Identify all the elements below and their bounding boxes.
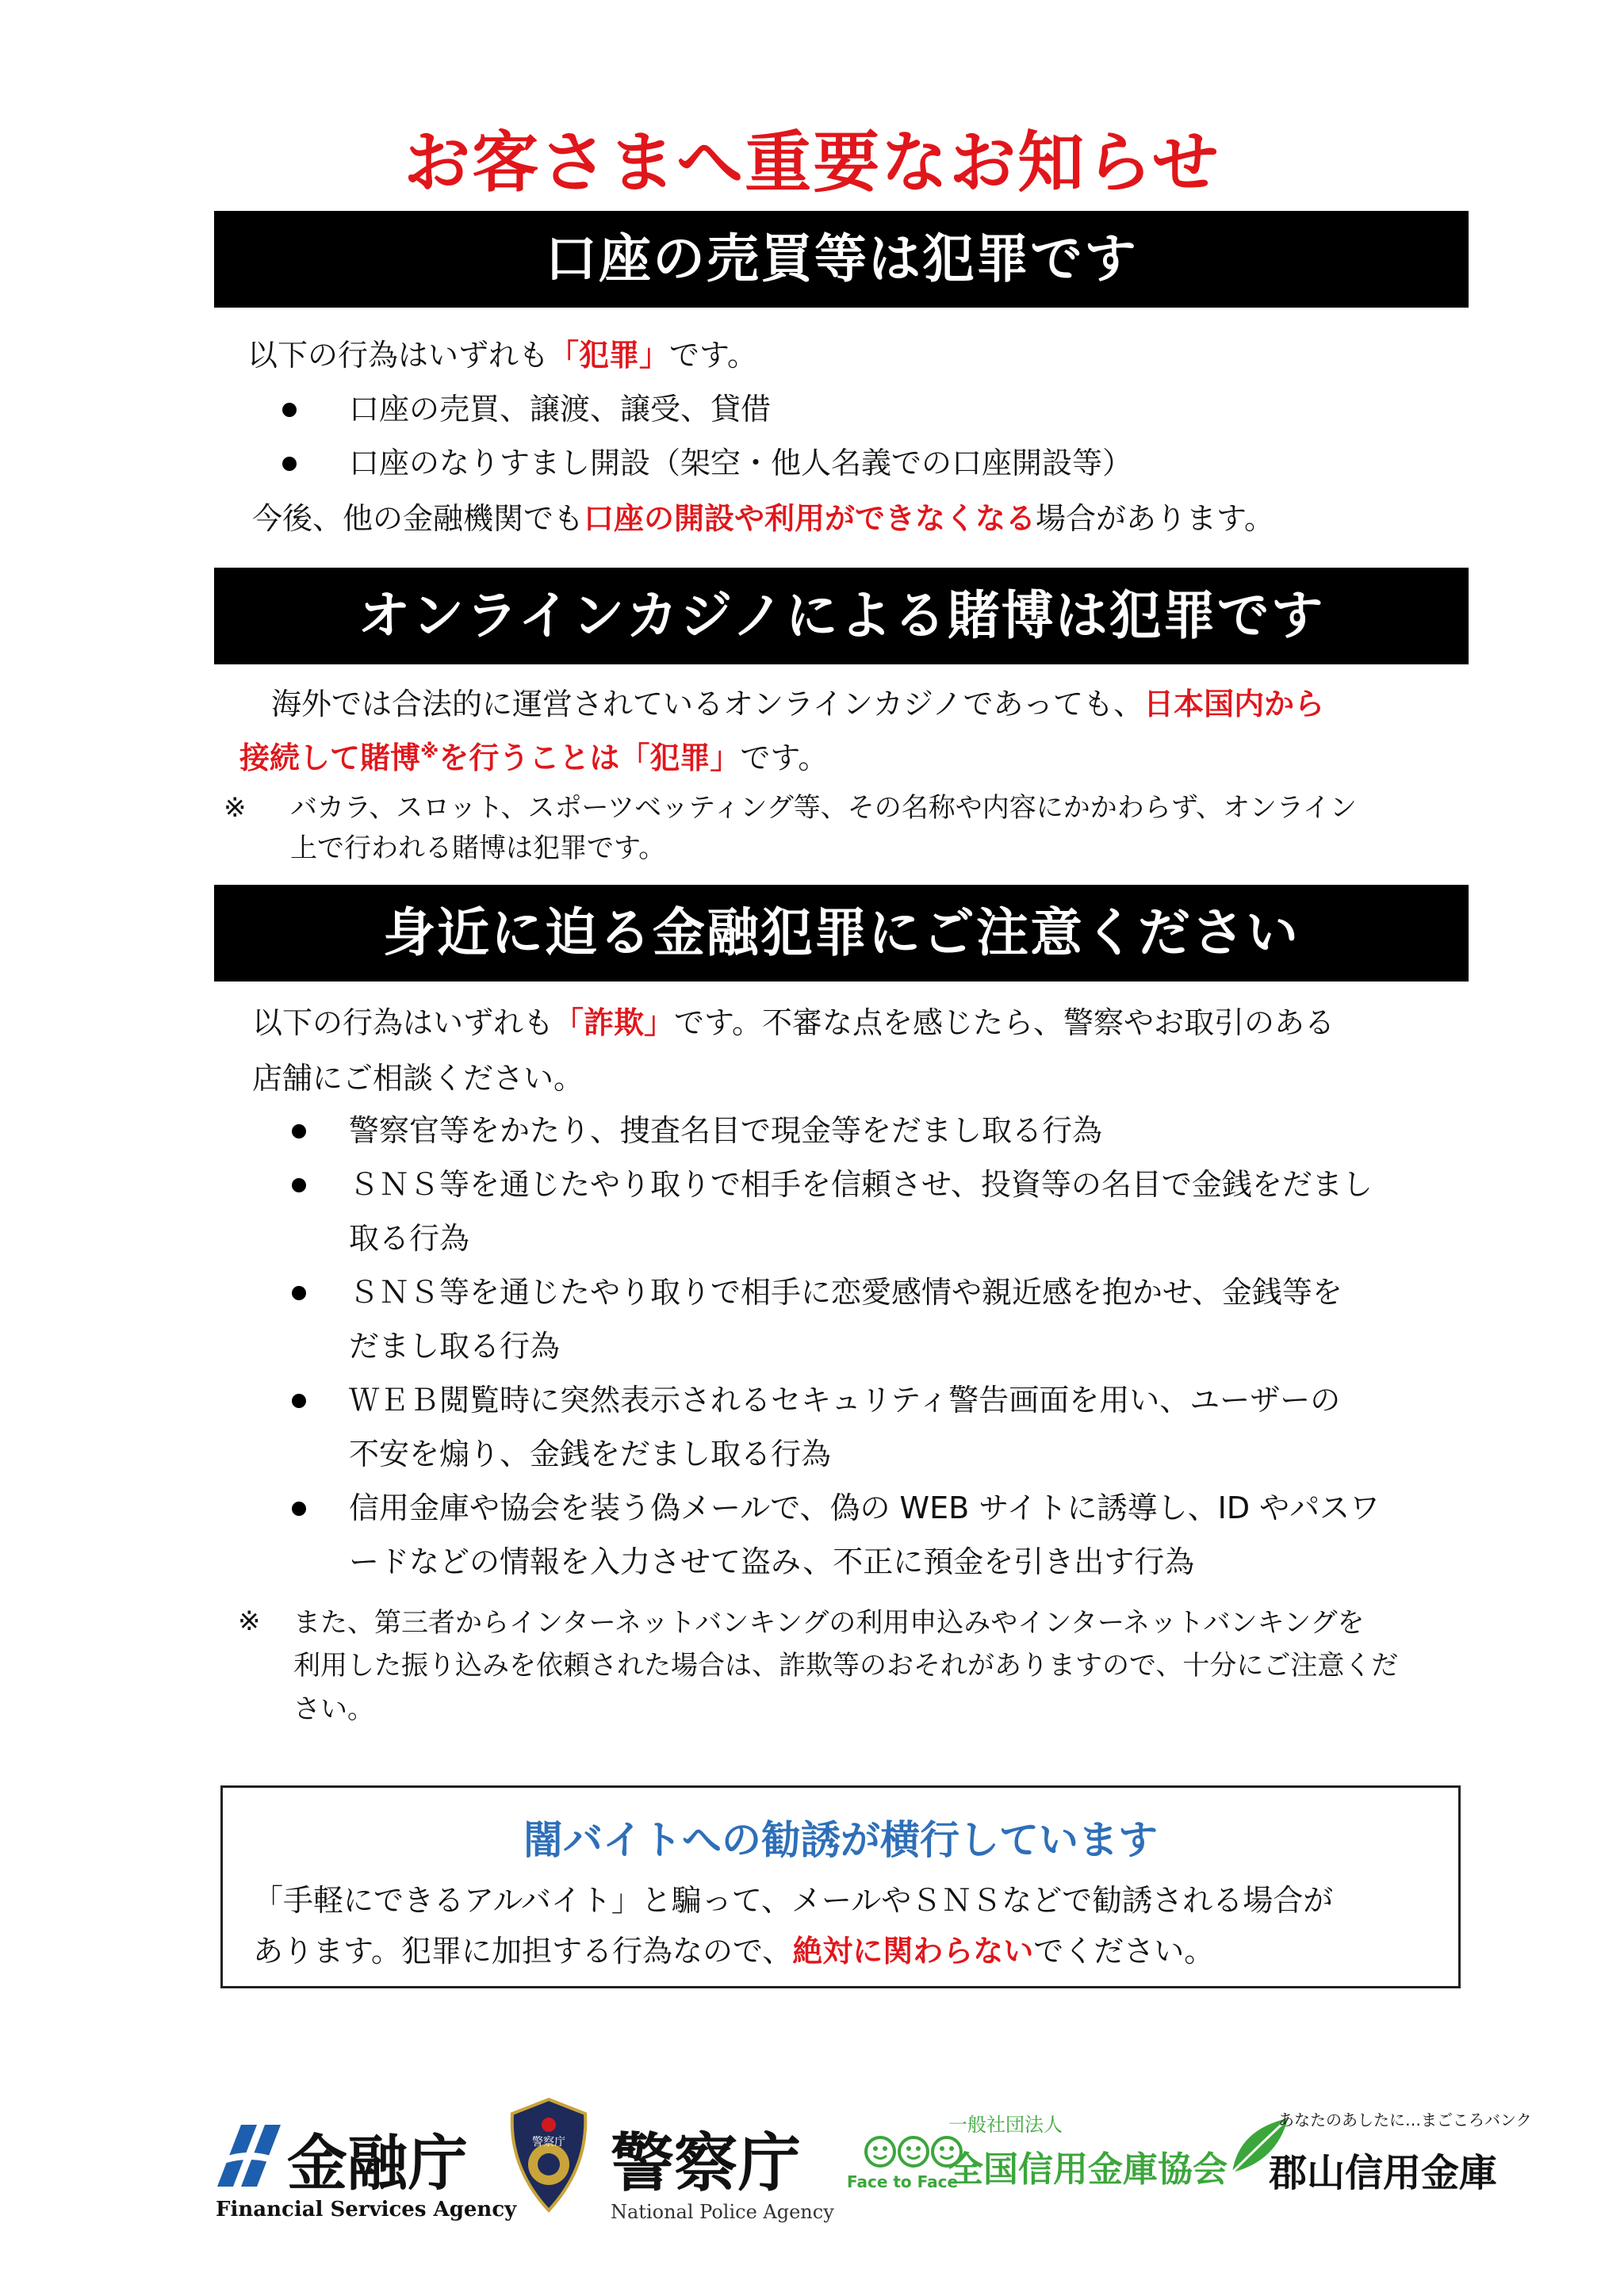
warning-box-line2 xyxy=(253,1932,1214,1971)
warning-box-line1: 「手軽にできるアルバイト」と騙って、メールやＳＮＳなどで勧誘される場合が xyxy=(253,1883,1334,1918)
section2-text: 海外では合法的に運営されているオンラインカジノであっても、 xyxy=(271,687,1144,721)
section2-paragraph-line1 xyxy=(271,685,1324,724)
section1-header: 口座の売買等は犯罪です xyxy=(214,211,1469,308)
section2-header: オンラインカジノによる賭博は犯罪です xyxy=(214,568,1469,664)
section3-note xyxy=(293,1601,1398,1731)
npa-english: National Police Agency xyxy=(611,2201,834,2223)
section2-note xyxy=(290,788,1357,869)
section1-closing xyxy=(252,499,1274,538)
note-line: 利用した振り込みを依頼された場合は、詐欺等のおそれがありますので、十分にご注意くだ xyxy=(293,1650,1399,1682)
section3-bullet: 信用金庫や協会を装う偽メールで、偽の WEB サイトに誘導し、ID やパスワ xyxy=(349,1490,1381,1525)
section1-closing-text: 今後、他の金融機関でも xyxy=(252,501,584,536)
note-line: 上で行われる賭博は犯罪です。 xyxy=(290,832,666,864)
bank-tagline: あなたのあしたに…まごころバンク xyxy=(1278,2110,1532,2130)
warning-box-end: でください。 xyxy=(1033,1934,1215,1969)
warning-box-text: あります。犯罪に加担する行為なので、 xyxy=(253,1934,793,1969)
warning-box xyxy=(220,1785,1461,1988)
section1-bullet: 口座のなりすまし開設（架空・他人名義での口座開設等） xyxy=(349,446,1133,480)
section2-emphasis: 日本国内から xyxy=(1143,687,1325,721)
face-to-face-label: Face to Face xyxy=(847,2172,959,2191)
warning-box-title: 闇バイトへの勧誘が横行しています xyxy=(523,1817,1158,1863)
bullet-icon xyxy=(292,1502,306,1516)
section3-bullet: 警察官等をかたり、捜査名目で現金等をだまし取る行為 xyxy=(349,1113,1103,1148)
association-name: 全国信用金庫協会 xyxy=(948,2149,1228,2190)
footnote-mark: ※ xyxy=(420,740,439,763)
section1-intro-emphasis: 「犯罪」 xyxy=(549,338,670,373)
section3-bullet-cont: 取る行為 xyxy=(349,1221,470,1256)
bullet-icon xyxy=(292,1286,306,1300)
section3-bullet-cont: だまし取る行為 xyxy=(349,1329,561,1364)
section3-intro-line2: 店舗にご相談ください。 xyxy=(252,1061,584,1096)
fsa-logo-icon xyxy=(213,2118,285,2191)
section2-emphasis: を行うことは「犯罪」 xyxy=(439,740,741,775)
section3-note-mark: ※ xyxy=(238,1605,261,1637)
bank-name: 郡山信用金庫 xyxy=(1269,2151,1498,2195)
section2-paragraph-line2 xyxy=(239,739,828,778)
bullet-icon xyxy=(282,403,297,417)
section1-bullet: 口座の売買、譲渡、譲受、貸借 xyxy=(349,392,772,427)
section3-header: 身近に迫る金融犯罪にご注意ください xyxy=(214,885,1469,982)
npa-name: 警察庁 xyxy=(611,2126,801,2200)
npa-emblem-text: 警察庁 xyxy=(532,2136,565,2149)
section3-bullet: ＳＮＳ等を通じたやり取りで相手に恋愛感情や親近感を抱かせ、金銭等を xyxy=(349,1275,1342,1310)
section2-emphasis: 接続して賭博 xyxy=(239,740,421,775)
bullet-icon xyxy=(292,1178,306,1192)
npa-emblem-icon xyxy=(503,2096,595,2214)
section3-bullet: ＷＥＢ閲覧時に突然表示されるセキュリティ警告画面を用い、ユーザーの xyxy=(349,1383,1341,1418)
section1-intro xyxy=(247,336,757,375)
page-title: お客さまへ重要なお知らせ xyxy=(404,124,1220,201)
section3-intro-end: です。不審な点を感じたら、警察やお取引のある xyxy=(674,1005,1335,1040)
section1-closing-emphasis: 口座の開設や利用ができなくなる xyxy=(584,501,1036,536)
bullet-icon xyxy=(292,1124,306,1138)
section3-intro-line1 xyxy=(252,1004,1335,1043)
section3-bullet-cont: ードなどの情報を入力させて盗み、不正に預金を引き出す行為 xyxy=(349,1544,1195,1579)
section3-bullet-cont: 不安を煽り、金銭をだまし取る行為 xyxy=(349,1437,832,1471)
section2-text-end: です。 xyxy=(740,740,829,775)
section1-closing-end: 場合があります。 xyxy=(1036,501,1274,536)
section3-intro-text: 以下の行為はいずれも xyxy=(252,1005,554,1040)
note-line: さい。 xyxy=(293,1693,374,1725)
association-type: 一般社団法人 xyxy=(948,2114,1063,2136)
bullet-icon xyxy=(282,457,297,471)
bullet-icon xyxy=(292,1394,306,1408)
section3-bullet: ＳＮＳ等を通じたやり取りで相手を信頼させ、投資等の名目で金銭をだまし xyxy=(349,1167,1373,1202)
fsa-name: 金融庁 xyxy=(287,2128,468,2198)
section1-intro-end: です。 xyxy=(669,338,757,373)
section1-intro-text: 以下の行為はいずれも xyxy=(247,338,550,373)
section3-intro-emphasis: 「詐欺」 xyxy=(553,1005,675,1040)
note-line: また、第三者からインターネットバンキングの利用申込みやインターネットバンキングを xyxy=(293,1607,1365,1639)
warning-box-emphasis: 絶対に関わらない xyxy=(792,1934,1034,1969)
section2-note-mark: ※ xyxy=(224,792,247,824)
note-line: バカラ、スロット、スポーツベッティング等、その名称や内容にかかわらず、オンライン xyxy=(290,792,1358,824)
fsa-english: Financial Services Agency xyxy=(216,2198,517,2221)
